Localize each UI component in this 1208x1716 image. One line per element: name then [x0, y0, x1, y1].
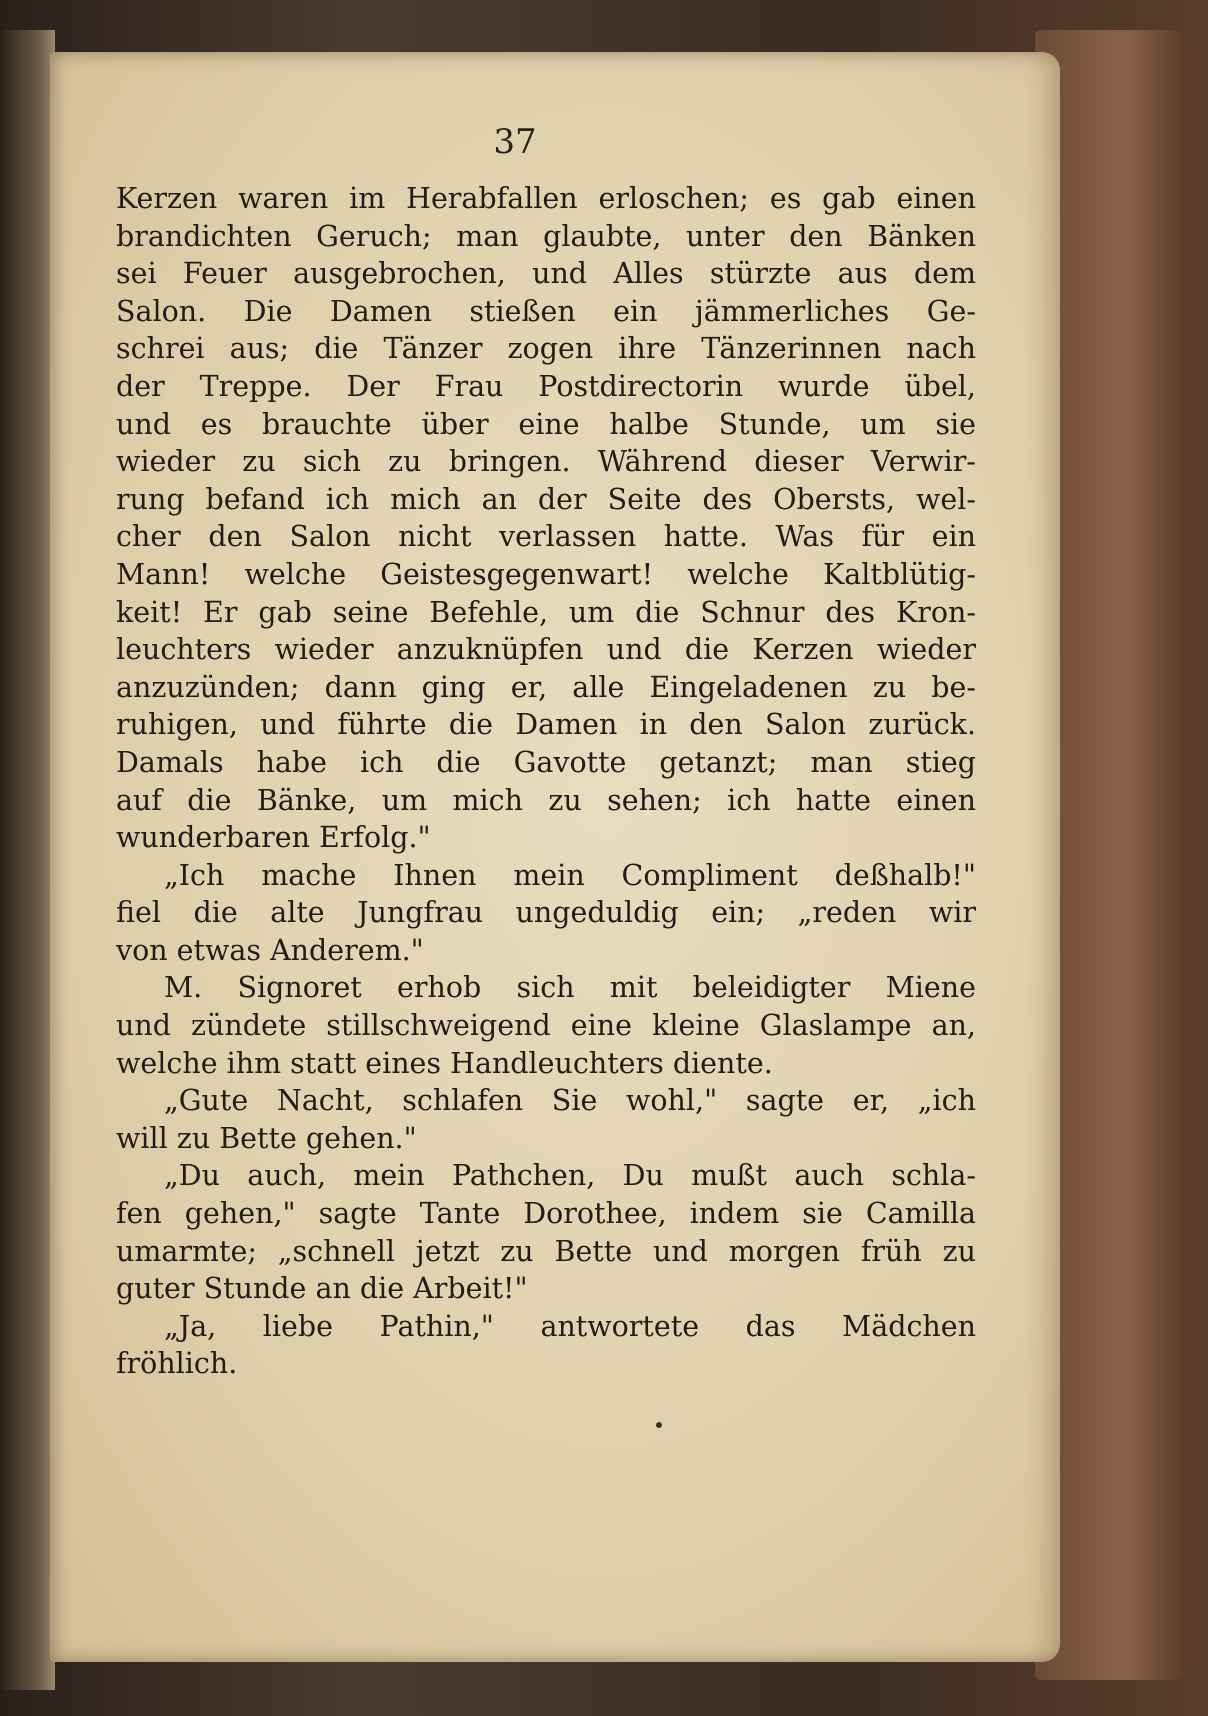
text-line: schrei aus; die Tänzer zogen ihre Tänzerinnen nach	[116, 332, 976, 366]
text-line: und es brauchte über eine halbe Stunde, um sie	[116, 407, 976, 441]
text-line: leuchters wieder anzuknüpfen und die Kerzen wieder	[116, 633, 976, 667]
text-line: „Ich mache Ihnen mein Compliment deßhalb!"	[164, 858, 976, 892]
text-line: „Du auch, mein Pathchen, Du mußt auch schla-	[164, 1159, 976, 1193]
text-line: welche ihm statt eines Handleuchters diente.	[116, 1046, 773, 1080]
text-line: ruhigen, und führte die Damen in den Salon zurück.	[116, 708, 976, 742]
text-line: und zündete stillschweigend eine kleine Glaslampe an,	[116, 1009, 976, 1043]
text-line: fröhlich.	[116, 1347, 238, 1381]
text-line: der Treppe. Der Frau Postdirectorin wurde übel,	[116, 369, 976, 403]
page-number: 37	[493, 122, 537, 162]
text-line: brandichten Geruch; man glaubte, unter den Bänken	[116, 219, 976, 253]
text-line: M. Signoret erhob sich mit beleidigter Miene	[164, 971, 976, 1005]
text-line: fiel die alte Jungfrau ungeduldig ein; „reden wir	[116, 896, 976, 930]
text-line: umarmte; „schnell jetzt zu Bette und morgen früh zu	[116, 1234, 976, 1268]
text-line: von etwas Anderem."	[116, 933, 424, 967]
text-line: cher den Salon nicht verlassen hatte. Was für ein	[116, 520, 976, 554]
ink-speck	[656, 1422, 662, 1428]
text-line: Damals habe ich die Gavotte getanzt; man stieg	[116, 745, 976, 779]
text-line: anzuzünden; dann ging er, alle Eingeladenen zu be-	[116, 670, 976, 704]
book-page	[50, 52, 1060, 1662]
text-line: wunderbaren Erfolg."	[116, 821, 431, 855]
text-line: „Gute Nacht, schlafen Sie wohl," sagte er, „ich	[164, 1084, 976, 1118]
text-line: „Ja, liebe Pathin," antwortete das Mädchen	[164, 1309, 976, 1343]
text-line: will zu Bette gehen."	[116, 1121, 417, 1155]
book-spine	[0, 30, 55, 1690]
text-line: rung befand ich mich an der Seite des Obersts, wel-	[116, 482, 976, 516]
text-line: keit! Er gab seine Befehle, um die Schnur des Kron-	[116, 595, 976, 629]
text-line: Salon. Die Damen stießen ein jämmerliches Ge-	[116, 294, 976, 328]
text-line: Mann! welche Geistesgegenwart! welche Kaltblütig-	[116, 557, 976, 591]
body-text	[116, 180, 976, 1383]
text-line: auf die Bänke, um mich zu sehen; ich hatte einen	[116, 783, 976, 817]
text-line: guter Stunde an die Arbeit!"	[116, 1272, 528, 1306]
text-line: sei Feuer ausgebrochen, und Alles stürzte aus dem	[116, 257, 976, 291]
text-line: fen gehen," sagte Tante Dorothee, indem sie Camilla	[116, 1197, 976, 1231]
text-line: wieder zu sich zu bringen. Während dieser Verwir-	[116, 445, 976, 479]
text-line: Kerzen waren im Herabfallen erloschen; es gab einen	[116, 182, 976, 215]
